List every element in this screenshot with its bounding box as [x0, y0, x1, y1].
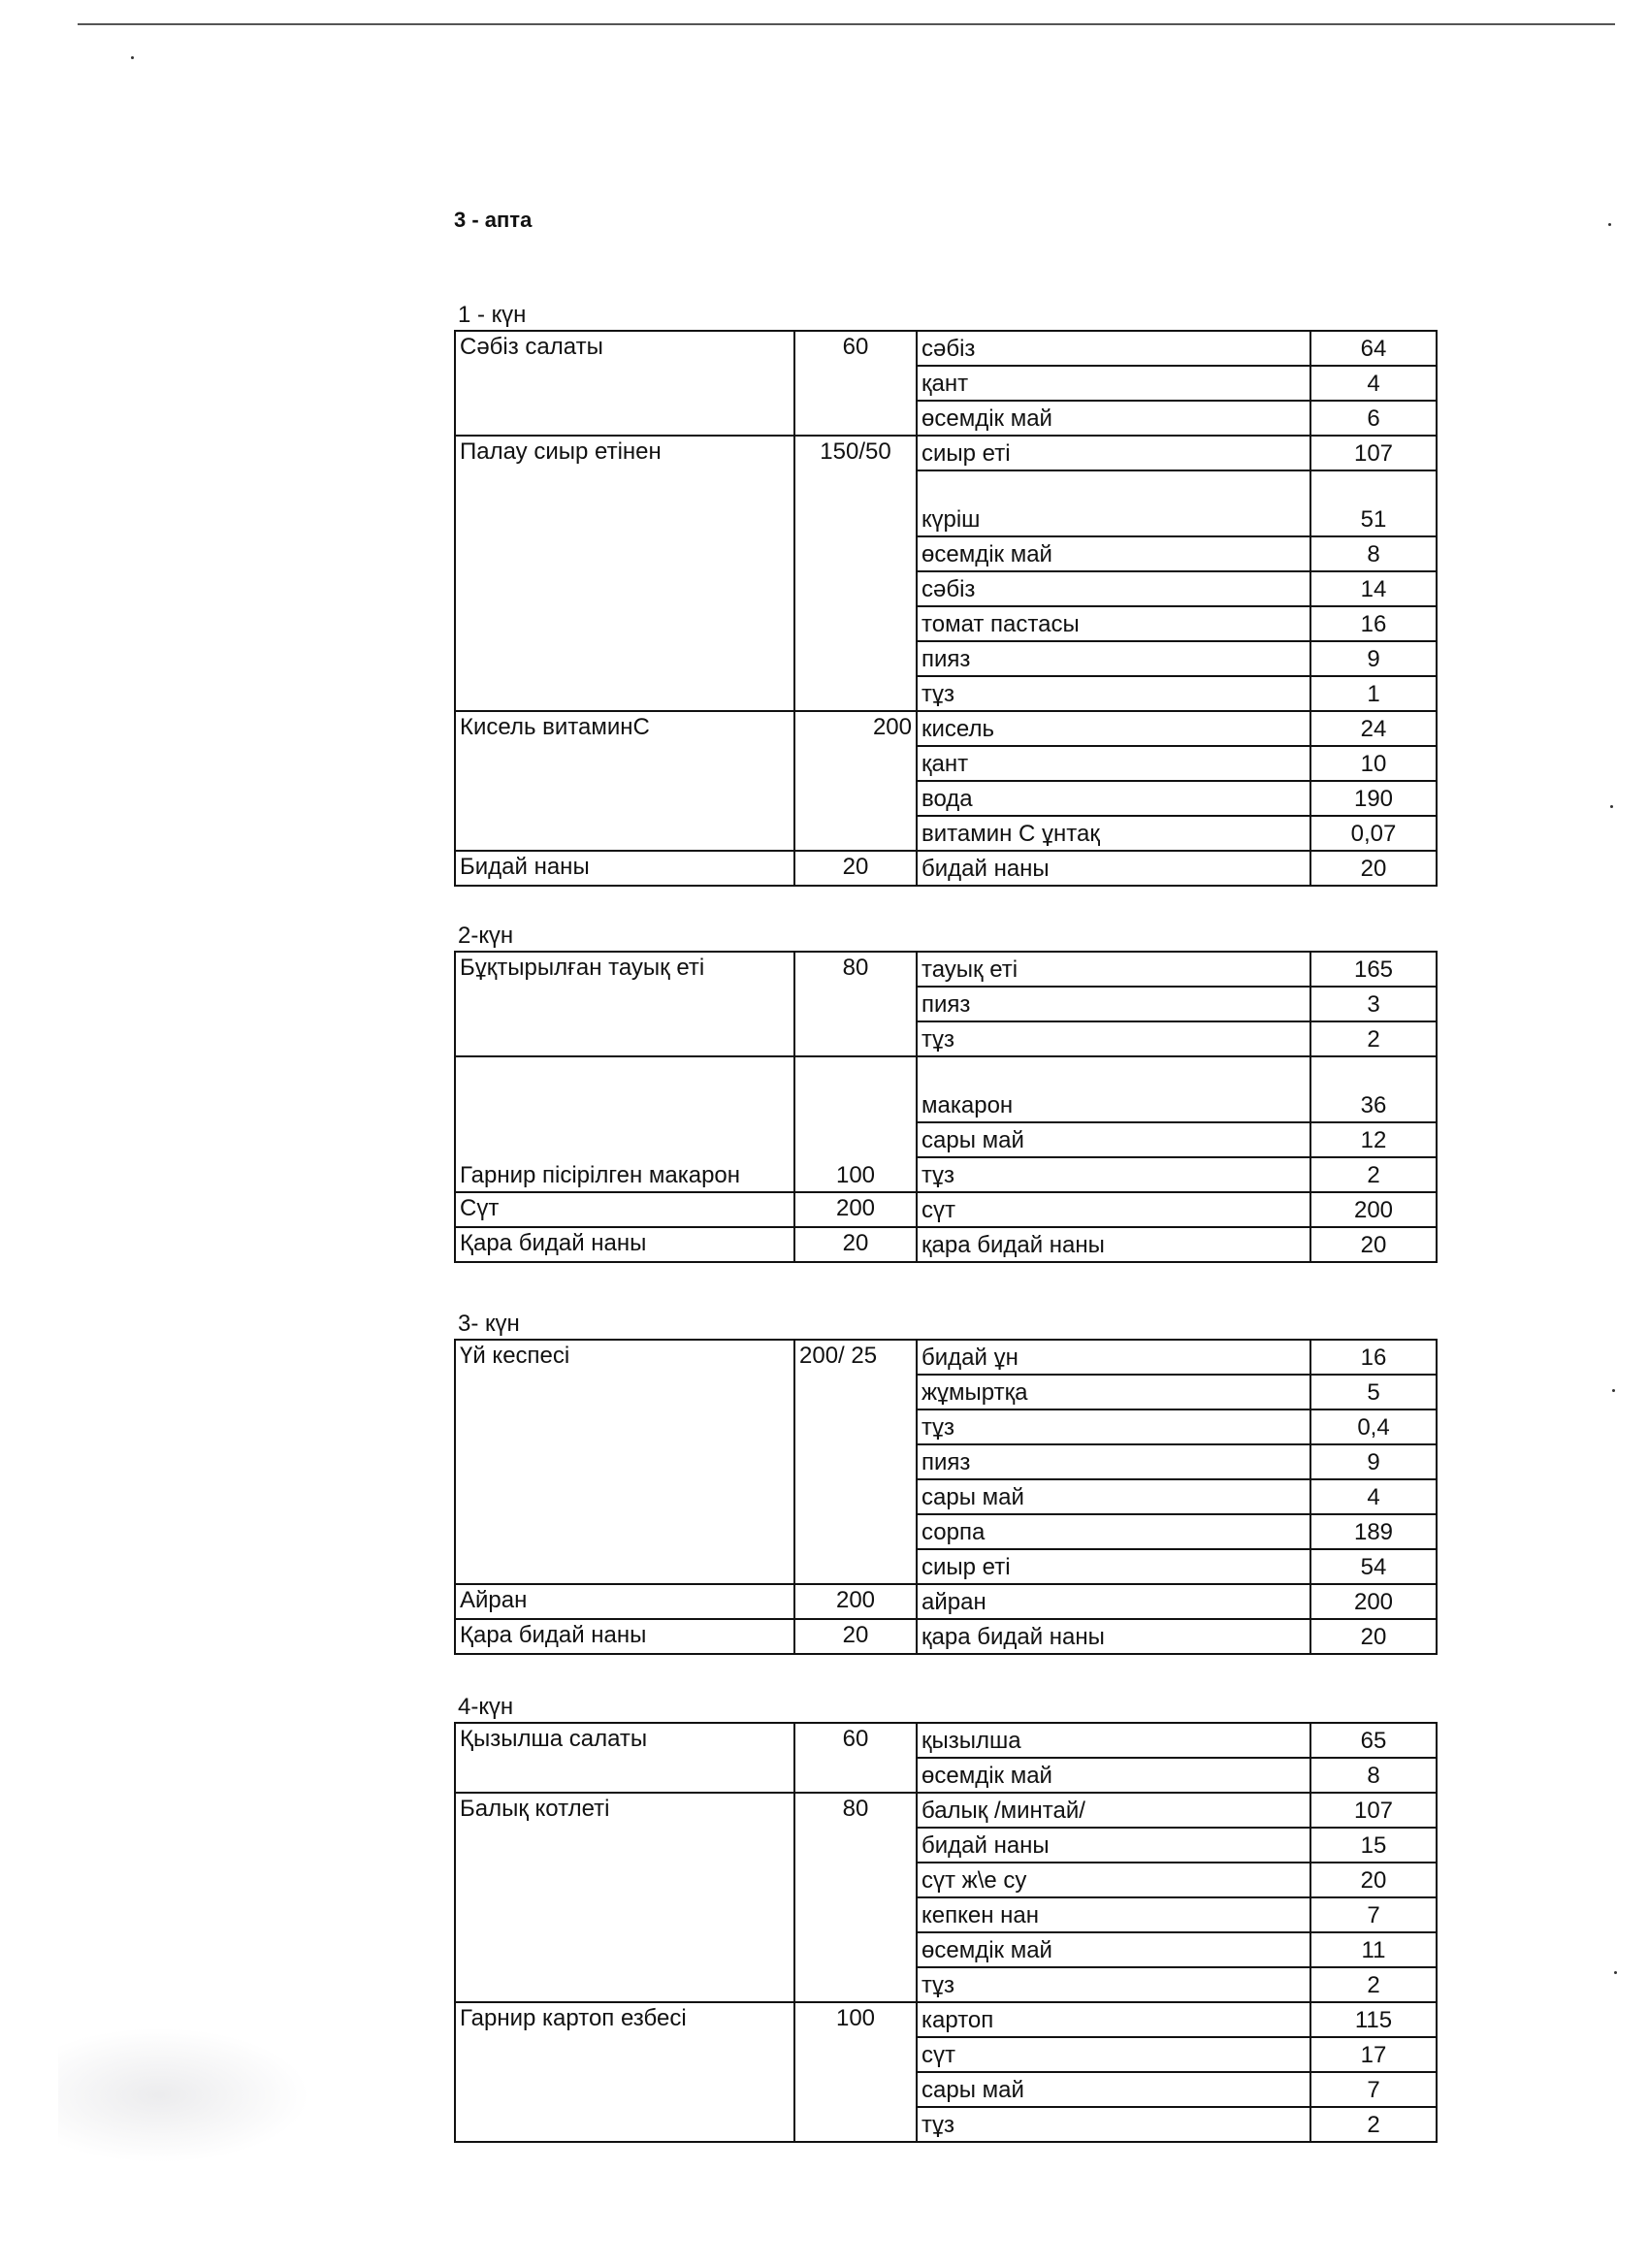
dish-name-cell: Қызылша салаты: [455, 1723, 794, 1793]
quantity-cell: 0,07: [1310, 816, 1437, 851]
table-row: [455, 1056, 1437, 1122]
table-row: [455, 711, 1437, 746]
table-row: [455, 1619, 1437, 1654]
day-section: [454, 922, 1436, 1263]
quantity-cell: 2: [1310, 1021, 1437, 1056]
menu-table: [454, 330, 1438, 887]
quantity-cell: 51: [1310, 470, 1437, 536]
ingredient-cell: қызылша: [917, 1723, 1310, 1758]
quantity-cell: 24: [1310, 711, 1437, 746]
quantity-cell: 14: [1310, 571, 1437, 606]
day-label: 2-күн: [458, 923, 514, 949]
portion-cell: 200/ 25: [794, 1340, 917, 1584]
ingredient-cell: сәбіз: [917, 331, 1310, 366]
quantity-cell: 20: [1310, 851, 1437, 886]
ingredient-cell: сиыр еті: [917, 1549, 1310, 1584]
ingredient-cell: бидай ұн: [917, 1340, 1310, 1375]
quantity-cell: 64: [1310, 331, 1437, 366]
day-section: [454, 1693, 1436, 2143]
week-title: 3 - апта: [454, 208, 533, 232]
ingredient-cell: тұз: [917, 2107, 1310, 2142]
ingredient-cell: сүт: [917, 1192, 1310, 1227]
dish-name-cell: Гарнир пісірілген макарон: [455, 1056, 794, 1192]
day-label: 4-күн: [458, 1694, 514, 1720]
ingredient-cell: тұз: [917, 1021, 1310, 1056]
quantity-cell: 17: [1310, 2037, 1437, 2072]
ingredient-cell: қант: [917, 746, 1310, 781]
ingredient-cell: сиыр еті: [917, 436, 1310, 470]
ingredient-cell: жұмыртқа: [917, 1375, 1310, 1409]
table-row: [455, 1227, 1437, 1262]
quantity-cell: 20: [1310, 1863, 1437, 1897]
ingredient-cell: қара бидай наны: [917, 1619, 1310, 1654]
ingredient-cell: сары май: [917, 1479, 1310, 1514]
menu-table: [454, 1722, 1438, 2143]
day-label: 1 - күн: [458, 302, 527, 328]
ingredient-cell: сүт: [917, 2037, 1310, 2072]
portion-cell: 200: [794, 1584, 917, 1619]
quantity-cell: 54: [1310, 1549, 1437, 1584]
portion-cell: 200: [794, 711, 917, 851]
quantity-cell: 2: [1310, 2107, 1437, 2142]
dish-name-cell: Үй кеспесі: [455, 1340, 794, 1584]
ingredient-cell: өсемдік май: [917, 536, 1310, 571]
ingredient-cell: сүт ж\е су: [917, 1863, 1310, 1897]
ingredient-cell: тұз: [917, 1967, 1310, 2002]
ingredient-cell: өсемдік май: [917, 401, 1310, 436]
quantity-cell: 107: [1310, 436, 1437, 470]
ingredient-cell: макарон: [917, 1056, 1310, 1122]
ingredient-cell: сәбіз: [917, 571, 1310, 606]
quantity-cell: 5: [1310, 1375, 1437, 1409]
dish-name-cell: Айран: [455, 1584, 794, 1619]
scan-speck: [1612, 1389, 1615, 1392]
ingredient-cell: қара бидай наны: [917, 1227, 1310, 1262]
ingredient-cell: томат пастасы: [917, 606, 1310, 641]
portion-cell: 80: [794, 1793, 917, 2002]
day-section: [454, 1310, 1436, 1655]
table-row: [455, 851, 1437, 886]
dish-name-cell: Бұқтырылған тауық еті: [455, 952, 794, 1056]
ingredient-cell: тұз: [917, 676, 1310, 711]
quantity-cell: 12: [1310, 1122, 1437, 1157]
quantity-cell: 200: [1310, 1584, 1437, 1619]
quantity-cell: 4: [1310, 366, 1437, 401]
table-row: [455, 1192, 1437, 1227]
quantity-cell: 20: [1310, 1619, 1437, 1654]
table-row: [455, 1340, 1437, 1375]
quantity-cell: 4: [1310, 1479, 1437, 1514]
ingredient-cell: сары май: [917, 2072, 1310, 2107]
quantity-cell: 9: [1310, 1444, 1437, 1479]
quantity-cell: 10: [1310, 746, 1437, 781]
quantity-cell: 6: [1310, 401, 1437, 436]
quantity-cell: 7: [1310, 2072, 1437, 2107]
portion-cell: 20: [794, 1619, 917, 1654]
dish-name-cell: Сүт: [455, 1192, 794, 1227]
table-row: [455, 1723, 1437, 1758]
dish-name-cell: Кисель витаминС: [455, 711, 794, 851]
ingredient-cell: айран: [917, 1584, 1310, 1619]
ingredient-cell: пияз: [917, 641, 1310, 676]
ingredient-cell: тұз: [917, 1409, 1310, 1444]
portion-cell: 100: [794, 2002, 917, 2142]
page-top-rule: [78, 23, 1615, 25]
table-row: [455, 436, 1437, 470]
quantity-cell: 3: [1310, 987, 1437, 1021]
quantity-cell: 165: [1310, 952, 1437, 987]
quantity-cell: 1: [1310, 676, 1437, 711]
portion-cell: 150/50: [794, 436, 917, 711]
day-section: [454, 301, 1436, 887]
scan-speck: [1610, 805, 1613, 808]
portion-cell: 20: [794, 851, 917, 886]
table-row: [455, 952, 1437, 987]
ingredient-cell: кепкен нан: [917, 1897, 1310, 1932]
table-row: [455, 1584, 1437, 1619]
dish-name-cell: Қара бидай наны: [455, 1619, 794, 1654]
quantity-cell: 8: [1310, 1758, 1437, 1793]
ingredient-cell: картоп: [917, 2002, 1310, 2037]
quantity-cell: 190: [1310, 781, 1437, 816]
scan-speck: [131, 56, 134, 59]
scan-stain: [58, 2027, 310, 2163]
quantity-cell: 65: [1310, 1723, 1437, 1758]
quantity-cell: 11: [1310, 1932, 1437, 1967]
ingredient-cell: витамин С ұнтақ: [917, 816, 1310, 851]
ingredient-cell: балық /минтай/: [917, 1793, 1310, 1828]
ingredient-cell: сорпа: [917, 1514, 1310, 1549]
portion-cell: 60: [794, 331, 917, 436]
quantity-cell: 107: [1310, 1793, 1437, 1828]
portion-cell: 200: [794, 1192, 917, 1227]
quantity-cell: 7: [1310, 1897, 1437, 1932]
day-label: 3- күн: [458, 1311, 520, 1337]
ingredient-cell: күріш: [917, 470, 1310, 536]
table-row: [455, 2002, 1437, 2037]
quantity-cell: 16: [1310, 1340, 1437, 1375]
quantity-cell: 189: [1310, 1514, 1437, 1549]
portion-cell: 80: [794, 952, 917, 1056]
ingredient-cell: тұз: [917, 1157, 1310, 1192]
portion-cell: 20: [794, 1227, 917, 1262]
menu-table: [454, 1339, 1438, 1655]
dish-name-cell: Бидай наны: [455, 851, 794, 886]
ingredient-cell: бидай наны: [917, 1828, 1310, 1863]
scan-speck: [1614, 1971, 1617, 1974]
dish-name-cell: Қара бидай наны: [455, 1227, 794, 1262]
quantity-cell: 0,4: [1310, 1409, 1437, 1444]
dish-name-cell: Палау сиыр етінен: [455, 436, 794, 711]
ingredient-cell: сары май: [917, 1122, 1310, 1157]
ingredient-cell: бидай наны: [917, 851, 1310, 886]
quantity-cell: 9: [1310, 641, 1437, 676]
ingredient-cell: вода: [917, 781, 1310, 816]
ingredient-cell: өсемдік май: [917, 1758, 1310, 1793]
quantity-cell: 115: [1310, 2002, 1437, 2037]
quantity-cell: 2: [1310, 1157, 1437, 1192]
table-row: [455, 331, 1437, 366]
ingredient-cell: тауық еті: [917, 952, 1310, 987]
quantity-cell: 2: [1310, 1967, 1437, 2002]
quantity-cell: 8: [1310, 536, 1437, 571]
portion-cell: 100: [794, 1056, 917, 1192]
quantity-cell: 20: [1310, 1227, 1437, 1262]
scan-speck: [1608, 223, 1611, 226]
dish-name-cell: Сәбіз салаты: [455, 331, 794, 436]
ingredient-cell: пияз: [917, 1444, 1310, 1479]
portion-cell: 60: [794, 1723, 917, 1793]
quantity-cell: 36: [1310, 1056, 1437, 1122]
menu-table: [454, 951, 1438, 1263]
table-row: [455, 1793, 1437, 1828]
dish-name-cell: Гарнир картоп езбесі: [455, 2002, 794, 2142]
ingredient-cell: кисель: [917, 711, 1310, 746]
quantity-cell: 15: [1310, 1828, 1437, 1863]
quantity-cell: 16: [1310, 606, 1437, 641]
quantity-cell: 200: [1310, 1192, 1437, 1227]
ingredient-cell: қант: [917, 366, 1310, 401]
dish-name-cell: Балық котлеті: [455, 1793, 794, 2002]
ingredient-cell: пияз: [917, 987, 1310, 1021]
ingredient-cell: өсемдік май: [917, 1932, 1310, 1967]
